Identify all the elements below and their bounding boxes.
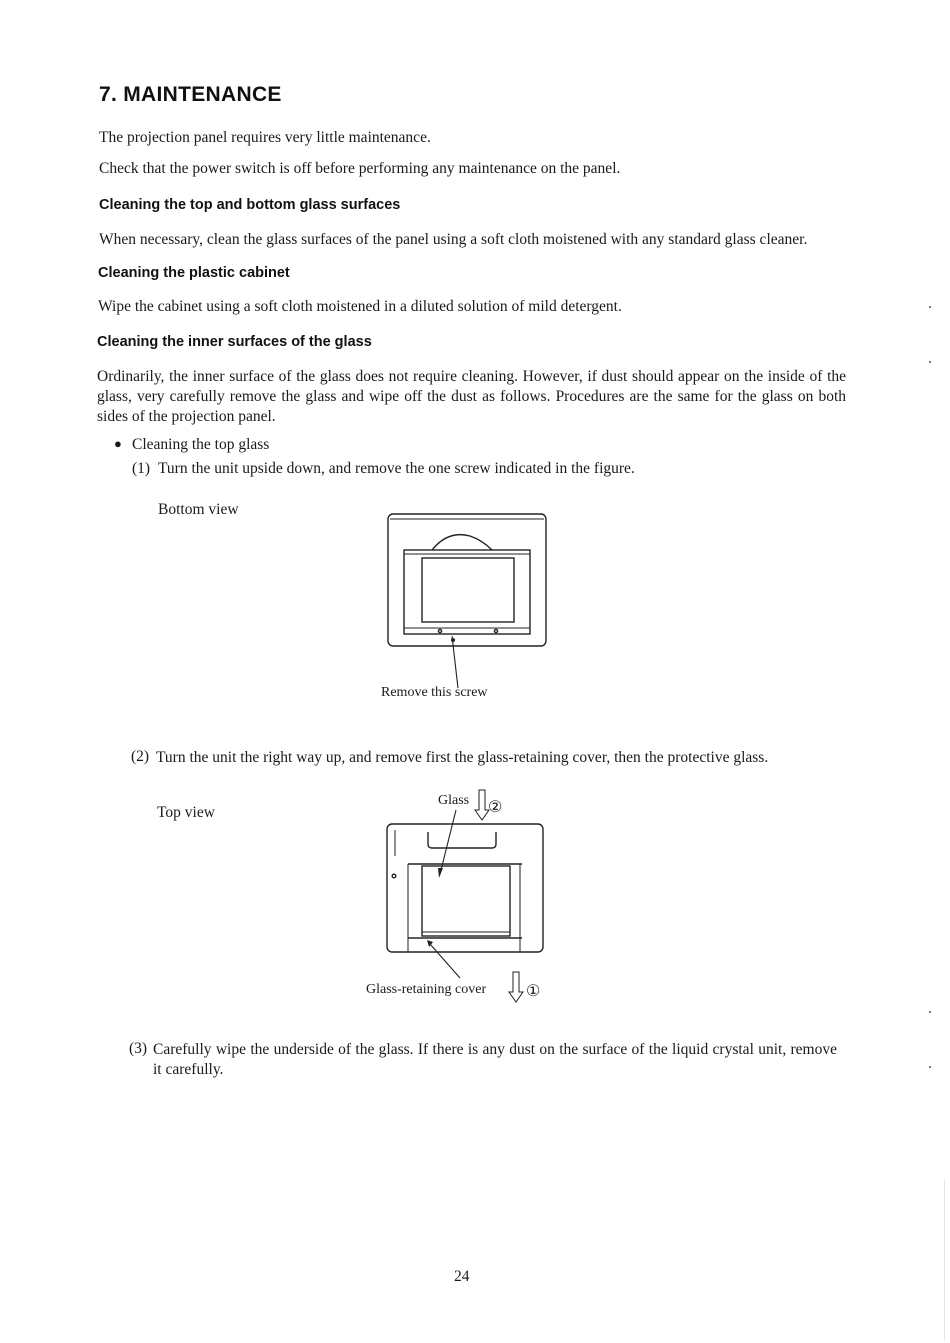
unit-outer-frame	[388, 514, 546, 646]
recess-curve	[432, 535, 492, 550]
page-title: 7. MAINTENANCE	[99, 83, 282, 106]
step-text-2: Turn the unit the right way up, and remove first the glass-retaining cover, then the protective glass.	[156, 749, 769, 766]
intro-paragraph-1: The projection panel requires very little maintenance.	[99, 129, 431, 146]
page-number: 24	[454, 1268, 470, 1285]
section-body-glass-surfaces: When necessary, clean the glass surfaces of the panel using a soft cloth moistened with any standard glass cleaner.	[99, 231, 808, 248]
step-text-1: Turn the unit upside down, and remove the one screw indicated in the figure.	[158, 460, 635, 477]
down-arrow-icon	[506, 970, 526, 1004]
step-number-2: (2)	[131, 748, 150, 765]
intro-paragraph-2: Check that the power switch is off before performing any maintenance on the panel.	[99, 160, 621, 177]
section-body-inner-surfaces: Ordinarily, the inner surface of the glass does not require cleaning. However, if dust should appear on the inside of the glass, very carefully remove the glass and wipe off the dust as follows. Procedures are the same for the glass on both sides of the projection panel.	[97, 368, 846, 425]
section-heading-plastic-cabinet: Cleaning the plastic cabinet	[98, 265, 290, 281]
cover-step-order: ①	[526, 983, 541, 1000]
scan-speck	[929, 1066, 931, 1068]
screw-hole-icon	[494, 629, 497, 632]
scan-speck	[929, 306, 931, 308]
screw-hole-icon	[392, 874, 396, 878]
bottom-view-diagram	[380, 510, 552, 690]
bullet-text: Cleaning the top glass	[132, 436, 270, 453]
cover-pointer-line	[430, 944, 460, 978]
section-body-plastic-cabinet: Wipe the cabinet using a soft cloth moistened in a diluted solution of mild detergent.	[98, 298, 622, 315]
glass-retaining-cover	[422, 866, 510, 936]
scan-speck	[929, 361, 931, 363]
figure-label-bottom-view: Bottom view	[158, 501, 239, 518]
scan-speck	[929, 1011, 931, 1013]
glass-top-bracket	[428, 832, 496, 848]
bullet-glyph: ●	[114, 436, 122, 451]
glass-step-order: ②	[488, 799, 503, 816]
down-arrow-icon	[475, 790, 489, 820]
step-number-3: (3)	[129, 1040, 148, 1057]
glass-label: Glass	[438, 793, 470, 808]
glass-window	[422, 558, 514, 622]
arrowhead-icon	[438, 868, 443, 878]
section-heading-inner-surfaces: Cleaning the inner surfaces of the glass	[97, 334, 372, 350]
step-number-1: (1)	[132, 460, 151, 477]
figure-caption-remove-screw: Remove this screw	[381, 685, 488, 700]
top-view-diagram	[382, 786, 552, 954]
pointer-line	[452, 636, 458, 688]
step-text-3: Carefully wipe the underside of the glass. If there is any dust on the surface of the liquid crystal unit, remove it carefully.	[153, 1041, 837, 1078]
section-heading-glass-surfaces: Cleaning the top and bottom glass surfaces	[99, 197, 401, 213]
figure-label-top-view: Top view	[157, 804, 215, 821]
screw-hole-icon	[438, 629, 441, 632]
scan-edge-line	[944, 1180, 945, 1340]
cover-label: Glass-retaining cover	[366, 982, 487, 997]
screw-icon	[451, 638, 455, 642]
